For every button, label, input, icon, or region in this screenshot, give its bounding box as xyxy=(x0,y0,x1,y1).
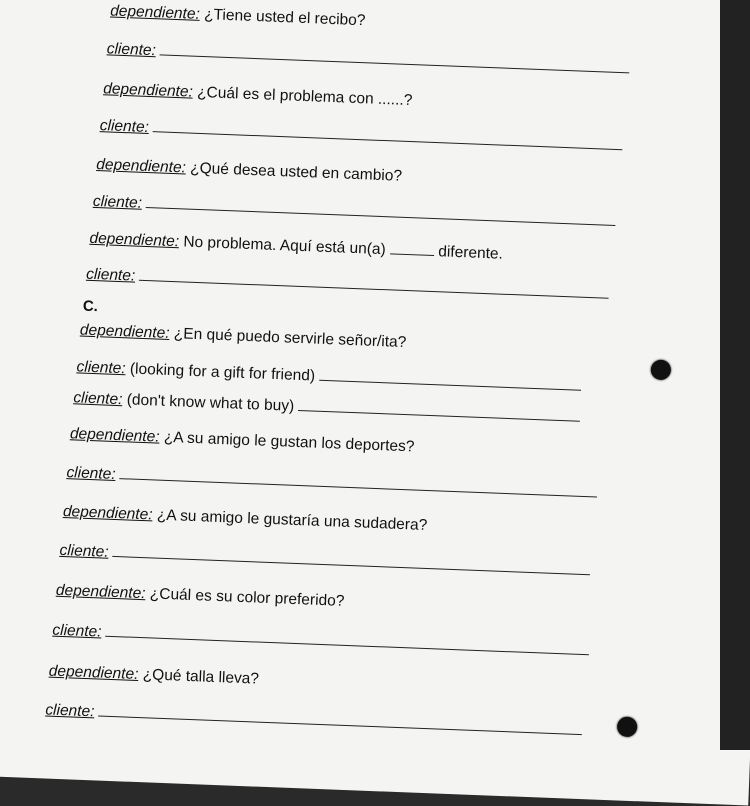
role-cliente: cliente: xyxy=(52,621,102,641)
answer-blank[interactable] xyxy=(139,268,609,299)
line-text: No problema. Aquí está un(a) xyxy=(178,233,387,259)
answer-blank[interactable] xyxy=(319,368,581,391)
line-text: ¿Cuál es el problema con ......? xyxy=(192,83,413,110)
dialogue-line-3 xyxy=(103,80,413,110)
role-cliente: cliente: xyxy=(92,192,143,212)
role-dependiente: dependiente: xyxy=(109,2,201,23)
dialogue-line-17 xyxy=(52,622,590,661)
answer-blank[interactable] xyxy=(298,398,580,422)
answer-blank[interactable] xyxy=(120,466,598,497)
line-text: ¿Cuál es su color preferido? xyxy=(145,585,345,610)
line-text: ¿A su amigo le gustan los deportes? xyxy=(159,428,415,456)
answer-blank[interactable] xyxy=(106,624,590,656)
role-dependiente: dependiente: xyxy=(96,156,187,177)
dialogue-line-9 xyxy=(80,322,407,353)
dialogue-line-1 xyxy=(110,2,366,30)
role-cliente: cliente: xyxy=(99,117,150,137)
item-blank[interactable] xyxy=(390,241,434,256)
dialogue-line-10 xyxy=(76,358,581,395)
role-cliente: cliente: xyxy=(66,464,116,483)
answer-blank[interactable] xyxy=(99,704,583,736)
dialogue-line-5 xyxy=(96,156,402,186)
line-text: diferente. xyxy=(433,243,504,263)
answer-blank[interactable] xyxy=(160,42,630,73)
dialogue-line-19 xyxy=(45,701,583,740)
dialogue-line-6 xyxy=(93,193,617,231)
role-cliente: cliente: xyxy=(106,40,157,60)
line-text: ¿A su amigo le gustaría una sudadera? xyxy=(152,506,428,534)
line-text: (don't know what to buy) xyxy=(122,391,295,415)
dialogue-line-16 xyxy=(56,582,345,611)
line-text: ¿Tiene usted el recibo? xyxy=(199,5,366,30)
dialogue-line-12 xyxy=(70,425,415,456)
dialogue-line-7 xyxy=(89,230,503,264)
dialogue-line-2 xyxy=(106,40,630,78)
role-dependiente: dependiente: xyxy=(89,229,180,251)
dialogue-line-13 xyxy=(66,464,598,502)
role-dependiente: dependiente: xyxy=(62,503,153,524)
dialogue-line-11 xyxy=(73,389,581,426)
role-dependiente: dependiente: xyxy=(79,321,170,342)
line-text: ¿Qué talla lleva? xyxy=(138,666,260,688)
dialogue-line-15 xyxy=(59,542,591,580)
answer-blank[interactable] xyxy=(153,119,623,150)
role-dependiente: dependiente: xyxy=(48,662,139,684)
role-cliente: cliente: xyxy=(76,358,126,378)
line-text: ¿En qué puedo servirle señor/ita? xyxy=(169,324,407,352)
answer-blank[interactable] xyxy=(146,195,616,226)
answer-blank[interactable] xyxy=(113,544,591,575)
role-dependiente: dependiente: xyxy=(69,425,160,446)
line-text: (looking for a gift for friend) xyxy=(125,360,316,385)
role-cliente: cliente: xyxy=(73,389,123,409)
dialogue-line-4 xyxy=(99,117,623,155)
role-dependiente: dependiente: xyxy=(55,581,146,603)
dialogue-line-18 xyxy=(48,663,259,689)
punch-hole xyxy=(617,716,638,737)
line-text: ¿Qué desea usted en cambio? xyxy=(185,159,403,185)
role-cliente: cliente: xyxy=(45,701,95,721)
role-dependiente: dependiente: xyxy=(102,80,194,101)
dialogue-line-8 xyxy=(86,266,610,304)
role-cliente: cliente: xyxy=(85,265,136,285)
background-surface xyxy=(720,0,750,750)
punch-hole xyxy=(650,359,671,380)
role-cliente: cliente: xyxy=(59,541,109,561)
section-letter: C. xyxy=(82,297,99,316)
dialogue-line-14 xyxy=(63,503,428,535)
